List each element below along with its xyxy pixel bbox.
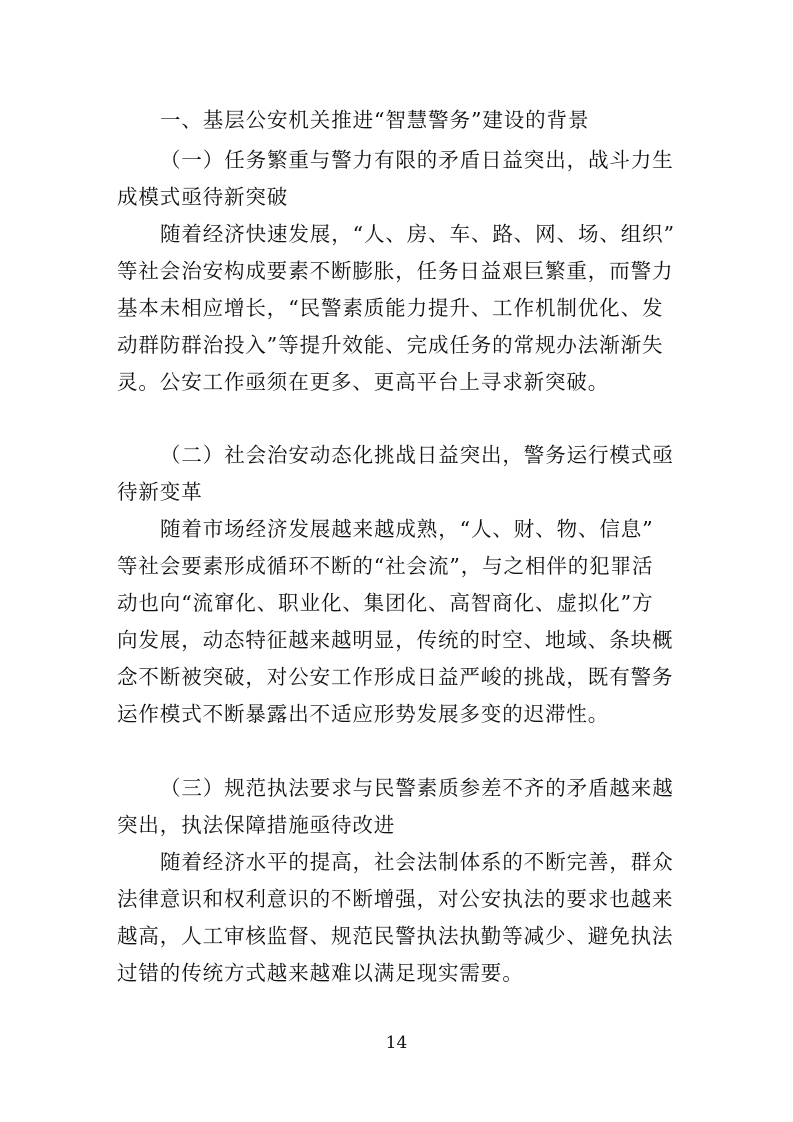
paragraph-3-line-3: 越高，人工审核监督、规范民警执法执勤等减少、避免执法 <box>117 924 674 948</box>
page-number: 14 <box>385 1033 408 1053</box>
subsection-title-2-line-2: 待新变革 <box>117 480 203 504</box>
paragraph-3-line-2: 法律意识和权利意识的不断增强，对公安执法的要求也越来 <box>117 887 674 911</box>
subsection-title-2-line-1: （二）社会治安动态化挑战日益突出，警务运行模式亟 <box>160 443 674 467</box>
section-heading: 一、基层公安机关推进“智慧警务”建设的背景 <box>160 108 590 132</box>
paragraph-1-line-2: 等社会治安构成要素不断膨胀，任务日益艰巨繁重，而警力 <box>117 259 674 283</box>
paragraph-2-line-2: 等社会要素形成循环不断的“社会流”，与之相伴的犯罪活 <box>117 554 654 578</box>
subsection-title-1-line-2: 成模式亟待新突破 <box>117 185 289 209</box>
paragraph-1-line-4: 动群防群治投入”等提升效能、完成任务的常规办法渐渐失 <box>117 333 664 357</box>
paragraph-2-line-4: 向发展，动态特征越来越明显，传统的时空、地域、条块概 <box>117 628 674 652</box>
paragraph-2-line-1: 随着市场经济发展越来越成熟，“人、财、物、信息” <box>160 517 654 541</box>
paragraph-1-line-3: 基本未相应增长，“民警素质能力提升、工作机制优化、发 <box>117 296 664 320</box>
subsection-title-3-line-1: （三）规范执法要求与民警素质参差不齐的矛盾越来越 <box>160 776 674 800</box>
paragraph-2-line-5: 念不断被突破，对公安工作形成日益严峻的挑战，既有警务 <box>117 665 674 689</box>
subsection-title-3-line-2: 突出，执法保障措施亟待改进 <box>117 813 396 837</box>
paragraph-1-line-5: 灵。公安工作亟须在更多、更高平台上寻求新突破。 <box>117 370 610 394</box>
paragraph-2-line-3: 动也向“流窜化、职业化、集团化、高智商化、虚拟化”方 <box>117 591 654 615</box>
subsection-title-1-line-1: （一）任务繁重与警力有限的矛盾日益突出，战斗力生 <box>160 148 674 172</box>
paragraph-3-line-4: 过错的传统方式越来越难以满足现实需要。 <box>117 961 524 985</box>
paragraph-1-line-1: 随着经济快速发展，“人、房、车、路、网、场、组织” <box>160 222 675 246</box>
paragraph-2-line-6: 运作模式不断暴露出不适应形势发展多变的迟滞性。 <box>117 702 610 726</box>
paragraph-3-line-1: 随着经济水平的提高，社会法制体系的不断完善，群众 <box>160 850 674 874</box>
